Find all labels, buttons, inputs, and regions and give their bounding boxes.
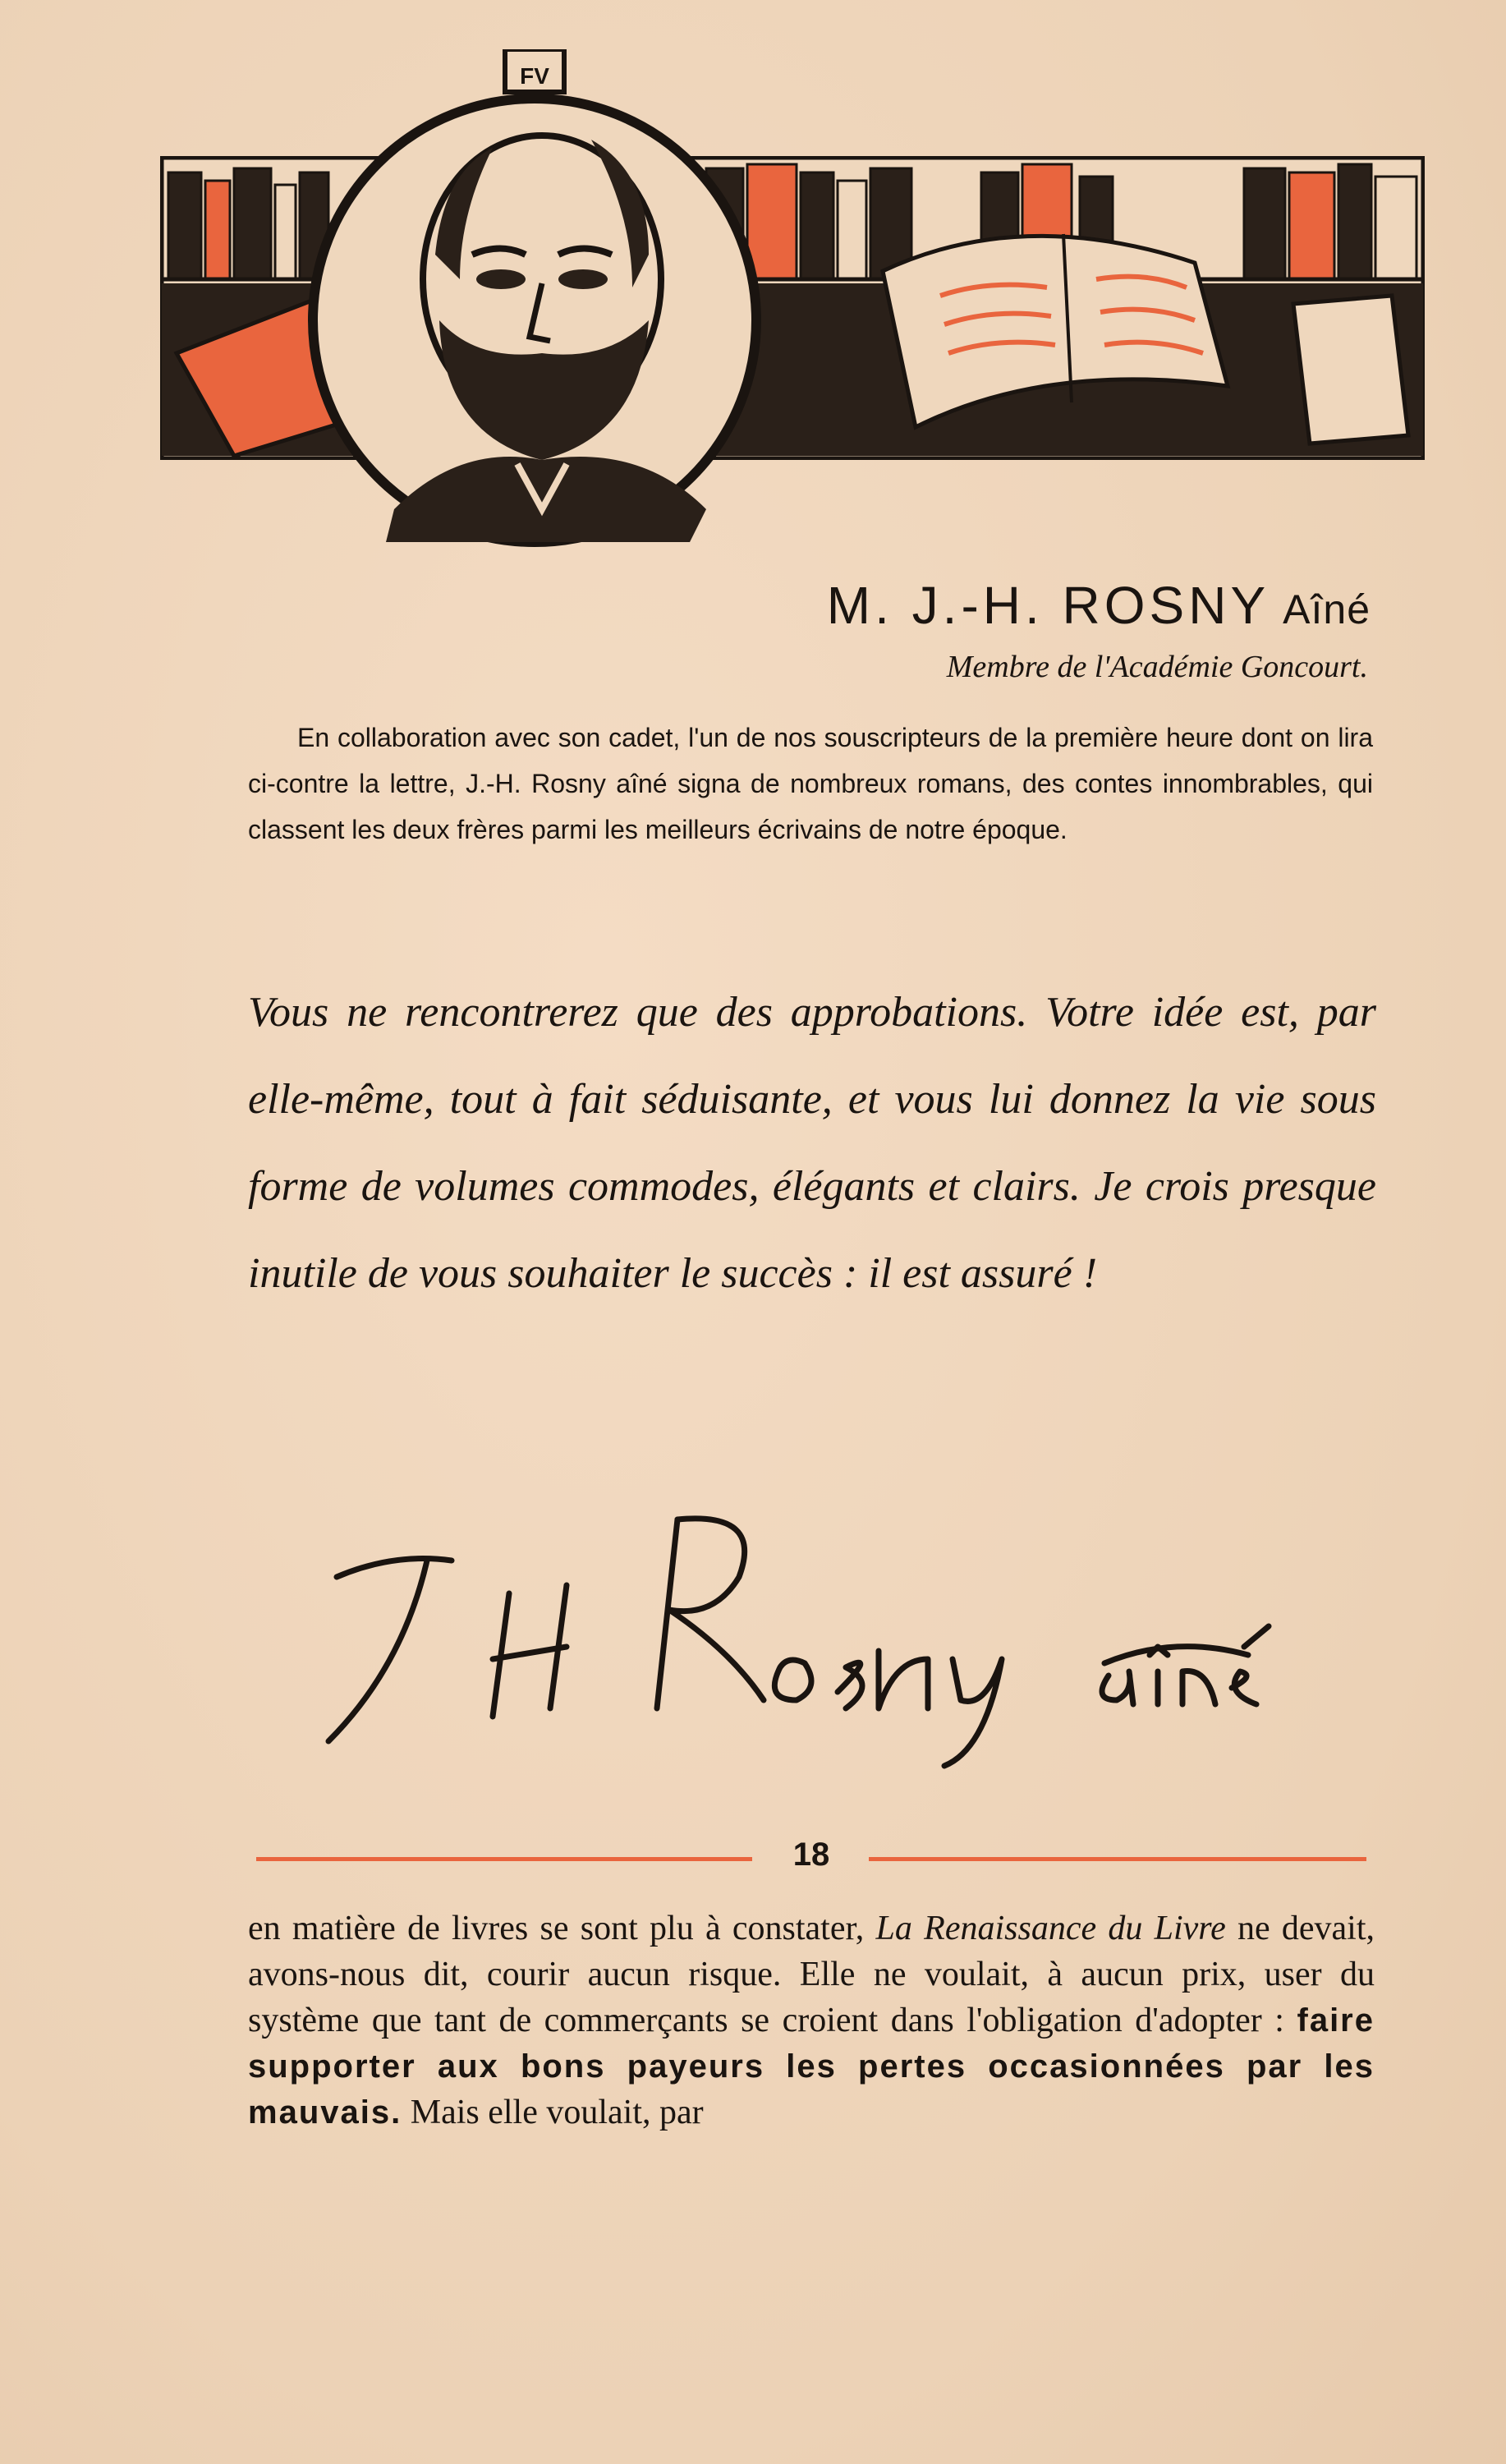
continuation-text-2: ne devait, avons-nous dit, courir aucun risque. Elle ne voulait, à aucun prix, user du système que tant de commerçants se croient dans l'obligation d'adopter : [248,1910,1375,2039]
continuation-text-3: Mais elle voulait, par [402,2094,704,2131]
portrait-medallion [296,49,772,559]
continuation-text-1: en matière de livres se sont plu à constater, [248,1910,876,1947]
quoted-letter: Vous ne rencontrerez que des approbations. Votre idée est, par elle-même, tout à fait séduisante, et vous lui donnez la vie sous forme de volumes commodes, élégants et clairs. Je crois presque inutile de vous souhaiter le succès : il est assuré ! [248,989,1376,1297]
continuation-paragraph [248,1905,1375,2135]
author-subtitle: Membre de l'Académie Goncourt. [946,650,1368,684]
author-name-heading [827,575,1371,636]
continuation-italic-title: La Renaissance du Livre [875,1910,1226,1947]
continuation-bold-phrase: faire supporter aux bons payeurs les pertes occasionnées par les mauvais. [248,2002,1375,2131]
intro-paragraph: En collaboration avec son cadet, l'un de nos souscripteurs de la première heure dont on lira ci-contre la lettre, J.-H. Rosny aîné signa de nombreux romans, des contes innombrables, qui classent les deux frères parmi les meilleurs écrivains de notre époque. [248,723,1373,844]
divider-right [869,1857,1366,1861]
divider-left [256,1857,752,1861]
handwritten-signature [304,1503,1404,1774]
page-number: 18 [792,1837,830,1873]
monogram: FV [520,63,549,89]
author-name-suffix: Aîné [1283,586,1371,632]
author-name: M. J.-H. ROSNY [826,576,1270,635]
